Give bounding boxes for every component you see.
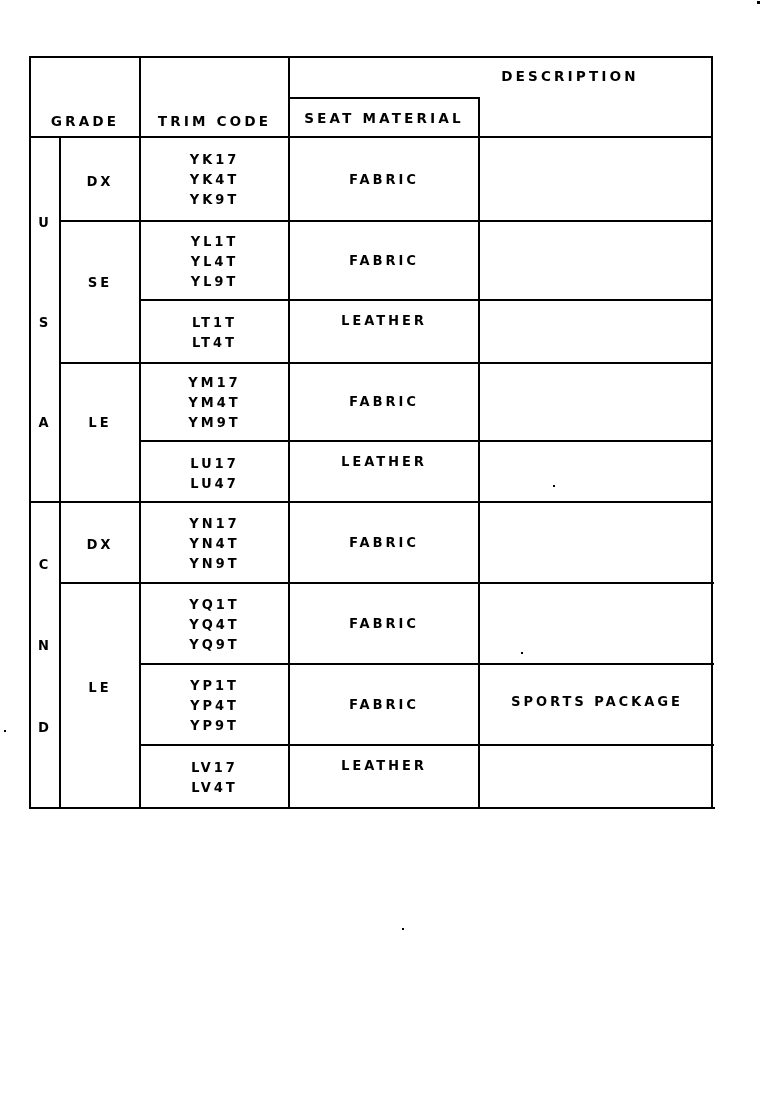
grade-cell: SE [87,276,113,291]
seat-material-header-top [288,97,480,99]
region-letter: D [38,721,52,736]
trim-code: YP4T [190,699,239,714]
region-letter: S [38,316,52,331]
trim-code: YN4T [189,537,240,552]
trim-code-cell [141,313,288,355]
trim-code: YK9T [189,193,240,208]
trim-code: YM9T [188,416,241,431]
region-letter: C [38,558,52,573]
seat-material-cell: FABRIC [349,698,419,713]
header-description: DESCRIPTION [501,69,639,85]
trim-code: LV17 [191,761,238,776]
trim-code: YM17 [188,376,241,391]
seat-material-cell: FABRIC [349,395,419,410]
grade-cell: LE [88,681,112,696]
trim-code: LU17 [190,457,239,472]
scan-speck [521,652,523,654]
trim-code-cell [141,454,288,496]
seat-material-cell: FABRIC [349,254,419,269]
trim-code: YN9T [189,557,240,572]
header-trim-code: TRIM CODE [157,114,272,130]
row-line [139,440,713,442]
row-line [59,582,714,584]
seat-material-cell: FABRIC [349,536,419,551]
row-line [139,663,714,665]
trim-code-cell [141,595,288,657]
region-divider-line [29,501,713,503]
trim-code-cell [141,758,288,800]
seat-material-cell: LEATHER [341,314,427,329]
scan-speck [553,485,555,487]
trim-code: YL4T [190,255,239,270]
trim-code: YP9T [190,719,239,734]
seat-material-cell: FABRIC [349,617,419,632]
column-divider-extra [478,97,480,809]
trim-code: YM4T [188,396,241,411]
grade-cell: LE [88,416,112,431]
trim-code: LT1T [192,316,237,331]
trim-code-cell [141,676,288,738]
row-line [139,299,713,301]
trim-code: YQ4T [189,618,240,633]
trim-code: YK4T [189,173,240,188]
trim-code: YQ9T [189,638,240,653]
seat-material-cell: FABRIC [349,173,419,188]
table-border-top [29,56,713,58]
trim-code: YK17 [189,153,240,168]
trim-code-cell [141,373,288,435]
scan-speck [402,928,404,930]
grade-cell: DX [86,538,114,553]
row-line [59,220,713,222]
trim-code: LU47 [190,477,239,492]
region-letter: A [38,416,52,431]
trim-code: YL1T [190,235,239,250]
seat-material-cell: LEATHER [341,759,427,774]
trim-code: LT4T [192,336,237,351]
column-divider-grade [59,136,61,809]
description-extra-cell: SPORTS PACKAGE [511,695,683,710]
scan-speck [4,730,6,732]
row-line [139,744,714,746]
grade-cell: DX [86,175,114,190]
trim-code-cell [141,514,288,576]
table-border-bottom [31,807,715,809]
header-bottom-line [29,136,713,138]
trim-code: YL9T [190,275,239,290]
header-grade: GRADE [50,114,120,130]
trim-code: YP1T [190,679,239,694]
header-seat-material: SEAT MATERIAL [304,111,464,127]
region-letter: U [38,216,52,231]
trim-code: YQ1T [189,598,240,613]
trim-code-cell [141,150,288,212]
trim-code: LV4T [191,781,238,796]
seat-material-cell: LEATHER [341,455,427,470]
trim-code: YN17 [189,517,240,532]
row-line [59,362,713,364]
trim-code-cell [141,232,288,294]
region-letter: N [38,639,52,654]
